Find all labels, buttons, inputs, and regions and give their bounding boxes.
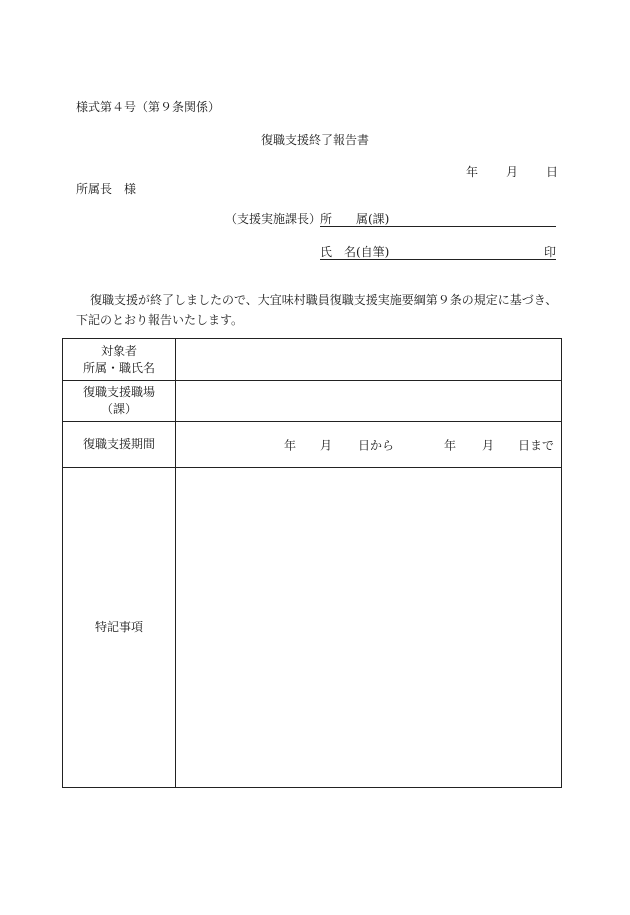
period-end-year: 年 — [444, 438, 457, 452]
target-person-label-line2: 所属・職氏名 — [82, 360, 155, 375]
period-end-month: 月 — [482, 438, 495, 452]
notes-value[interactable] — [176, 468, 562, 788]
period-start-day: 日から — [358, 438, 395, 452]
workplace-label — [63, 381, 176, 422]
target-person-label-line1: 対象者 — [100, 343, 137, 358]
period-value[interactable] — [176, 422, 562, 468]
target-person-value[interactable] — [176, 339, 562, 381]
seal-mark: 印 — [543, 245, 556, 259]
table-row-notes — [63, 468, 562, 788]
name-signature-field[interactable] — [320, 243, 556, 260]
period-label: 復職支援期間 — [63, 422, 176, 468]
date-day: 日 — [545, 165, 558, 179]
document-title: 復職支援終了報告書 — [260, 133, 369, 147]
workplace-label-line2: （課） — [100, 402, 137, 416]
workplace-value[interactable] — [176, 381, 562, 422]
addressee: 所属長 様 — [76, 182, 137, 196]
form-number: 様式第４号（第９条関係） — [76, 100, 221, 114]
date-line — [466, 163, 558, 180]
department-field[interactable] — [320, 210, 556, 227]
table-row-target-person — [63, 339, 562, 381]
body-text: 復職支援が終了しましたので、大宜味村職員復職支援実施要綱第９条の規定に基づき、下記のとおり報告いたします。 — [76, 293, 558, 327]
department-label: 所 属(課) — [320, 212, 390, 226]
period-end-day: 日まで — [518, 438, 555, 452]
name-label: 氏 名(自筆) — [320, 245, 390, 259]
period-start-year: 年 — [284, 438, 297, 452]
table-row-workplace — [63, 381, 562, 422]
date-month: 月 — [505, 165, 518, 179]
notes-label: 特記事項 — [63, 468, 176, 788]
table-row-period — [63, 422, 562, 468]
date-year: 年 — [466, 165, 479, 179]
report-table — [62, 338, 562, 788]
target-person-label — [63, 339, 176, 381]
applicant-role: （支援実施課長） — [225, 212, 322, 226]
workplace-label-line1: 復職支援職場 — [82, 385, 155, 399]
period-start-month: 月 — [320, 438, 333, 452]
